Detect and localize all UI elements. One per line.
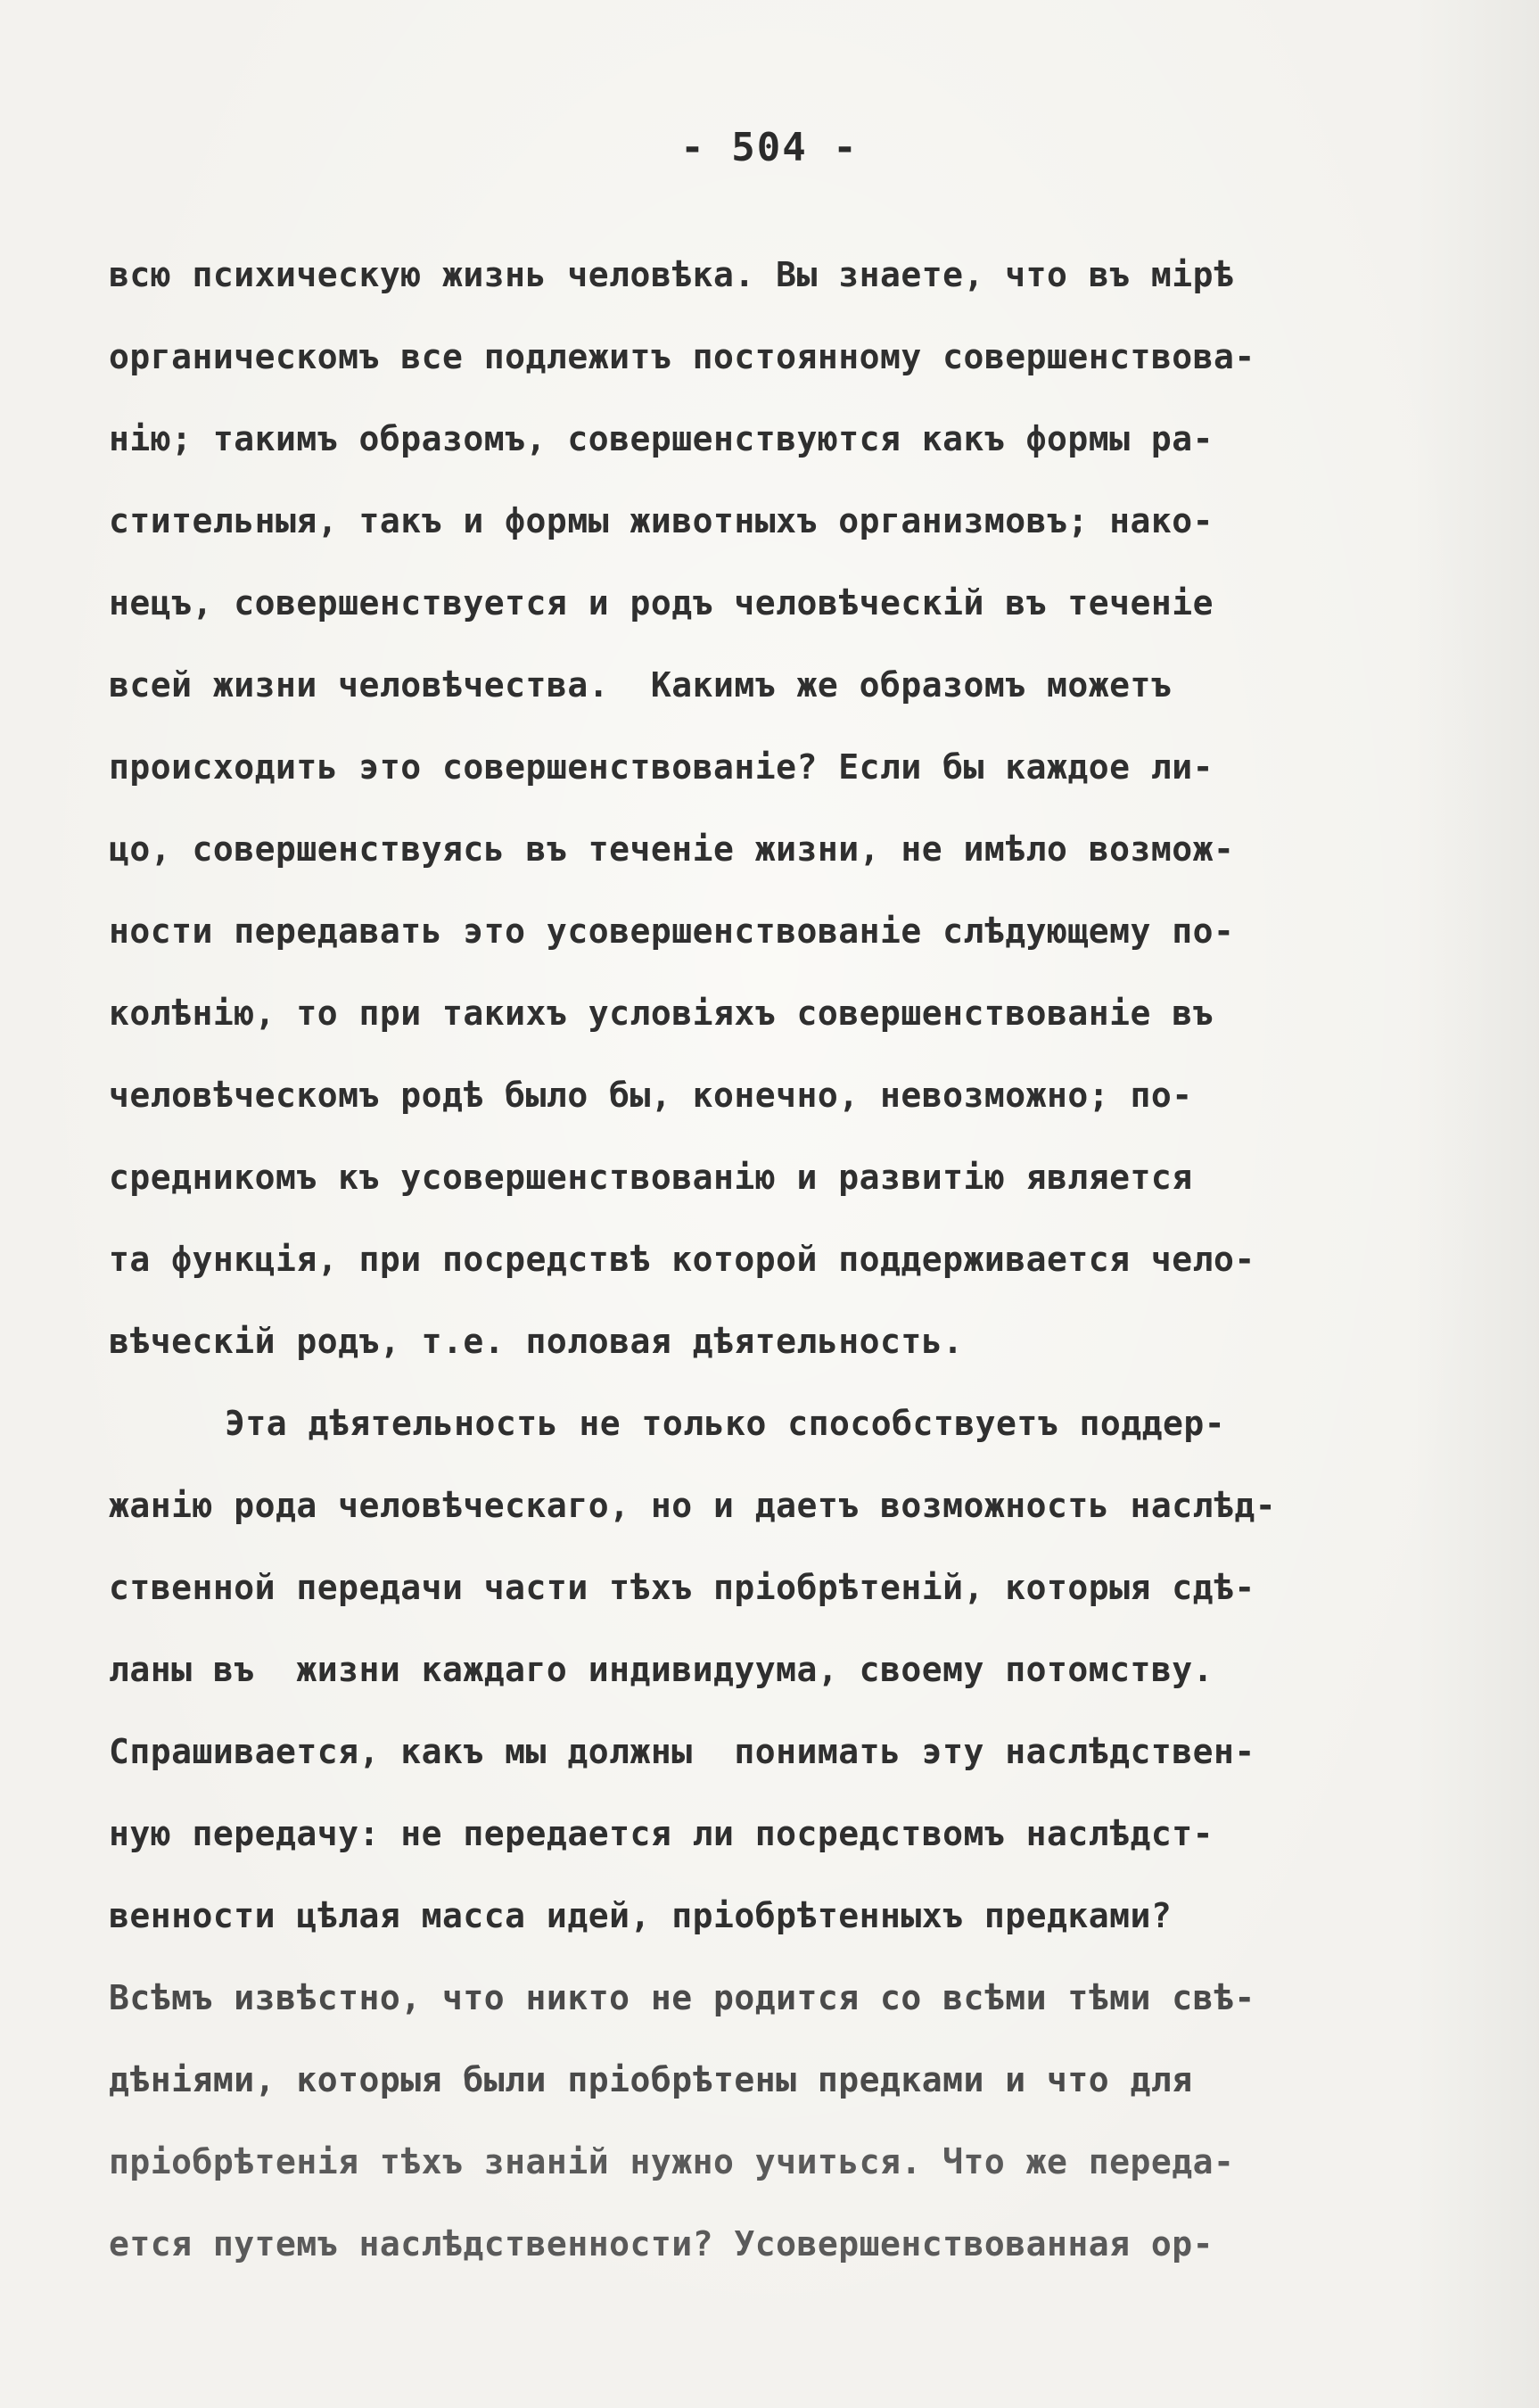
page-number: - 504 -: [680, 125, 859, 170]
paragraph-first-line: Эта дѣятельность не только способствуетъ поддер-: [225, 1404, 1226, 1443]
text-line: ственной передачи части тѣхъ пріобрѣтеній, которыя сдѣ-: [109, 1568, 1255, 1607]
text-line: вѣческій родъ, т.е. половая дѣятельность.: [109, 1322, 964, 1361]
text-line: колѣнію, то при такихъ условіяхъ совершенствованіе въ: [109, 994, 1214, 1033]
text-line: ную передачу: не передается ли посредствомъ наслѣдст-: [109, 1814, 1214, 1853]
text-line: человѣческомъ родѣ было бы, конечно, невозможно; по-: [109, 1076, 1193, 1115]
text-line: пріобрѣтенія тѣхъ знаній нужно учиться. Что же переда-: [109, 2142, 1235, 2181]
text-line: средникомъ къ усовершенствованію и развитію является: [109, 1158, 1193, 1197]
text-line: дѣніями, которыя были пріобрѣтены предками и что для: [109, 2060, 1193, 2099]
text-line: нію; такимъ образомъ, совершенствуются какъ формы ра-: [109, 419, 1214, 458]
text-line: всю психическую жизнь человѣка. Вы знаете, что въ мірѣ: [109, 255, 1235, 294]
text-line: цо, совершенствуясь въ теченіе жизни, не имѣло возмож-: [109, 829, 1235, 869]
text-line: ется путемъ наслѣдственности? Усовершенствованная ор-: [109, 2224, 1214, 2264]
text-line: происходить это совершенствованіе? Если бы каждое ли-: [109, 747, 1214, 787]
text-line: Всѣмъ извѣстно, что никто не родится со всѣми тѣми свѣ-: [109, 1978, 1255, 2017]
text-line: ланы въ жизни каждаго индивидуума, своему потомству.: [109, 1650, 1214, 1689]
text-line: венности цѣлая масса идей, пріобрѣтенныхъ предками?: [109, 1896, 1173, 1935]
text-line: жанію рода человѣческаго, но и даетъ возможность наслѣд-: [109, 1486, 1277, 1525]
text-line: стительныя, такъ и формы животныхъ организмовъ; нако-: [109, 501, 1214, 540]
document-body: [109, 234, 1464, 2285]
text-line: ности передавать это усовершенствованіе слѣдующему по-: [109, 911, 1235, 951]
text-line: всей жизни человѣчества. Какимъ же образомъ можетъ: [109, 665, 1173, 705]
text-line: органическомъ все подлежитъ постоянному совершенствова-: [109, 337, 1255, 376]
text-line: та функція, при посредствѣ которой поддерживается чело-: [109, 1240, 1255, 1279]
text-line: Спрашивается, какъ мы должны понимать эту наслѣдствен-: [109, 1732, 1255, 1771]
text-line: нецъ, совершенствуется и родъ человѣческій въ теченіе: [109, 583, 1214, 623]
